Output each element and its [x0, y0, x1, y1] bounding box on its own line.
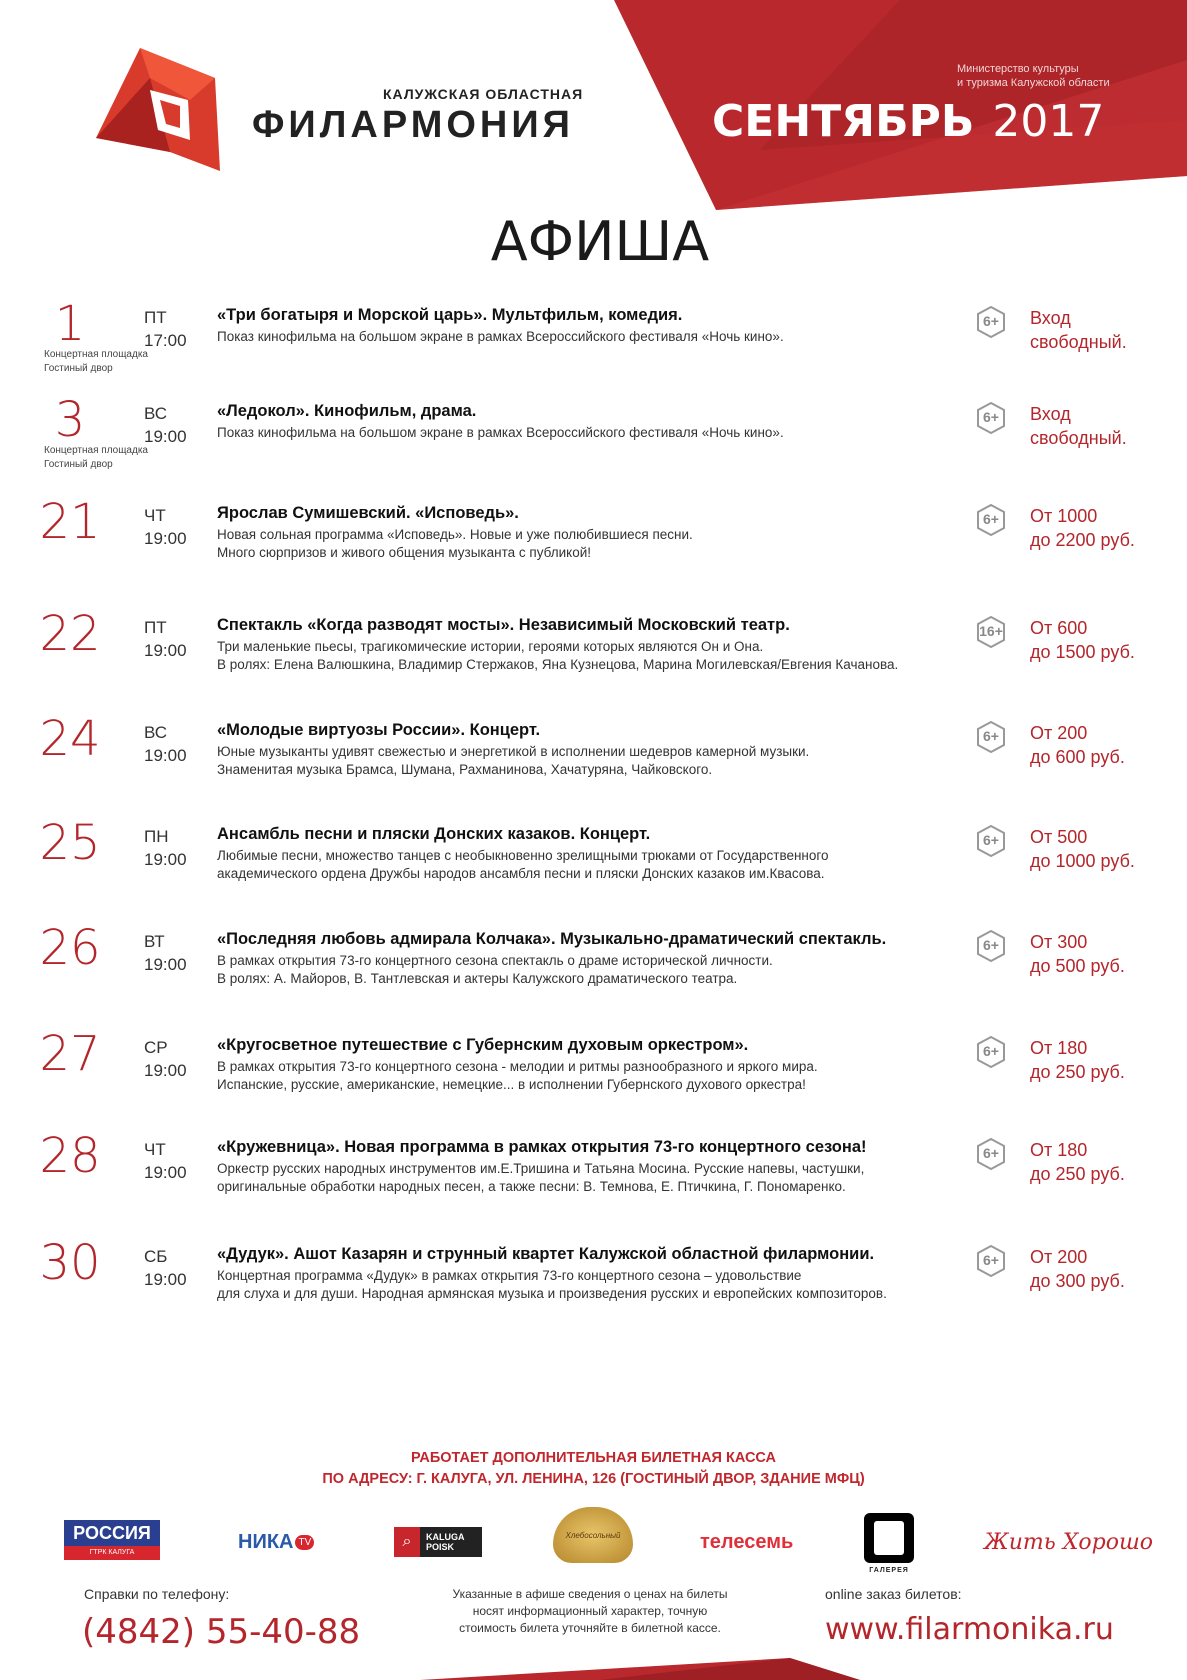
event-weekday: ПН [144, 827, 169, 846]
event-day: 25 [39, 815, 101, 871]
event-row [0, 392, 1187, 492]
event-description [217, 1058, 818, 1094]
desc-line: Знаменитая музыка Брамса, Шумана, Рахманинова, Хачатуряна, Чайковского. [217, 762, 713, 777]
org-name: ФИЛАРМОНИЯ [252, 104, 574, 146]
event-time: 19:00 [144, 955, 187, 974]
ticket-office-info [0, 1448, 1187, 1490]
event-description [217, 638, 898, 674]
event-row [0, 920, 1187, 1020]
galereya-logo [860, 1510, 918, 1576]
event-weekday-time [144, 721, 187, 767]
price-line: свободный. [1030, 428, 1127, 448]
event-venue [44, 444, 148, 472]
event-row [0, 711, 1187, 811]
event-description [217, 952, 773, 988]
desc-line: для слуха и для души. Народная армянская музыка и произведения русских и европейских композиторов. [217, 1286, 887, 1301]
event-title: «Дудук». Ашот Казарян и струнный квартет Калужской областной филармонии. [217, 1245, 875, 1263]
event-row [0, 815, 1187, 915]
event-day: 26 [39, 920, 101, 976]
event-weekday-time [144, 1138, 187, 1184]
age-rating-badge [975, 930, 1007, 962]
desc-line: Новая сольная программа «Исповедь». Новые и уже полюбившиеся песни. [217, 527, 693, 542]
note-line: носят информационный характер, точную [472, 1604, 708, 1618]
event-title: Спектакль «Когда разводят мосты». Независимый Московский театр. [217, 616, 790, 634]
event-day: 28 [39, 1128, 101, 1184]
price-line: От 200 [1030, 1247, 1088, 1267]
event-title: «Кругосветное путешествие с Губернским духовым оркестром». [217, 1036, 749, 1054]
event-title: «Молодые виртуозы России». Концерт. [217, 721, 541, 739]
venue-line: Концертная площадка [44, 349, 148, 360]
desc-line: В ролях: А. Майоров, В. Тантлевская и актеры Калужского драматического театра. [217, 971, 738, 986]
event-time: 19:00 [144, 1163, 187, 1182]
price-line: От 1000 [1030, 506, 1098, 526]
price-note [420, 1586, 760, 1637]
age-rating-badge [975, 721, 1007, 753]
price-line: до 600 руб. [1030, 747, 1125, 767]
desc-line: В ролях: Елена Валюшкина, Владимир Стержаков, Яна Кузнецова, Марина Могилевская/Евгения Качанова. [217, 657, 899, 672]
desc-line: Концертная программа «Дудук» в рамках открытия 73-го концертного сезона – удовольствие [217, 1268, 802, 1283]
event-weekday-time [144, 1245, 187, 1291]
price-line: От 180 [1030, 1140, 1088, 1160]
age-rating: 6+ [983, 313, 999, 329]
nika-tv-logo [238, 1520, 314, 1564]
venue-line: Концертная площадка [44, 445, 148, 456]
age-rating-badge [975, 402, 1007, 434]
philharmonic-logo-icon [96, 48, 220, 171]
price-line: до 250 руб. [1030, 1164, 1125, 1184]
logo-text: KALUGA [426, 1532, 465, 1542]
event-weekday-time [144, 402, 187, 448]
desc-line: Юные музыканты удивят свежестью и энергетикой в исполнении шедевров камерной музыки. [217, 744, 810, 759]
price-line: Вход [1030, 404, 1071, 424]
desc-line: Много сюрпризов и живого общения музыканта с публикой! [217, 545, 591, 560]
event-price [1030, 504, 1135, 552]
event-title: «Три богатыря и Морской царь». Мультфильм, комедия. [217, 306, 683, 324]
event-day: 21 [39, 494, 101, 550]
event-time: 17:00 [144, 331, 187, 350]
website-link[interactable]: www.filarmonika.ru [825, 1612, 1114, 1647]
event-price [1030, 402, 1127, 450]
age-rating-badge [975, 504, 1007, 536]
event-price [1030, 1138, 1125, 1186]
event-weekday-time [144, 825, 187, 871]
event-time: 19:00 [144, 529, 187, 548]
price-line: От 600 [1030, 618, 1088, 638]
age-rating: 6+ [983, 409, 999, 425]
age-rating-badge [975, 825, 1007, 857]
event-row [0, 494, 1187, 594]
month: СЕНТЯБРЬ [712, 96, 975, 147]
age-rating-badge [975, 1138, 1007, 1170]
age-rating: 6+ [983, 511, 999, 527]
logo-text: Жить Хорошо [984, 1529, 1154, 1555]
age-rating: 6+ [983, 937, 999, 953]
logo-text: Хлебосольный [553, 1507, 633, 1563]
ministry-line: Министерство культуры [957, 63, 1079, 75]
price-line: до 250 руб. [1030, 1062, 1125, 1082]
logo-text: ГАЛЕРЕЯ [869, 1566, 909, 1574]
event-time: 19:00 [144, 427, 187, 446]
rossiya-logo [64, 1520, 160, 1560]
logo-text: РОССИЯ [73, 1523, 151, 1543]
desc-line: оригинальные обработки народных песен, а также песни: В. Темнова, Е. Птичкина, Г. Пономаренко. [217, 1179, 846, 1194]
phone-number[interactable]: (4842) 55-40-88 [82, 1612, 361, 1652]
event-row [0, 1128, 1187, 1228]
event-price [1030, 721, 1125, 769]
desc-line: Любимые песни, множество танцев с необыкновенно зрелищными трюками от Государственного [217, 848, 829, 863]
event-row [0, 296, 1187, 396]
price-line: до 300 руб. [1030, 1271, 1125, 1291]
desc-line: В рамках открытия 73-го концертного сезона спектакль о драме исторической личности. [217, 953, 773, 968]
event-time: 19:00 [144, 850, 187, 869]
khlebosolny-logo [548, 1505, 638, 1565]
event-title: Ярослав Сумишевский. «Исповедь». [217, 504, 519, 522]
event-weekday: ЧТ [144, 506, 166, 525]
logo-text: ГТРК КАЛУГА [64, 1546, 160, 1560]
event-venue [44, 348, 148, 376]
price-line: От 300 [1030, 932, 1088, 952]
org-subtitle: КАЛУЖСКАЯ ОБЛАСТНАЯ [383, 86, 584, 102]
desc-line: Испанские, русские, американские, немецкие... в исполнении Губернского духового оркестра! [217, 1077, 806, 1092]
price-line: до 500 руб. [1030, 956, 1125, 976]
event-row [0, 1235, 1187, 1335]
note-line: Указанные в афише сведения о ценах на билеты [452, 1587, 728, 1601]
logo-text: POISK [426, 1542, 455, 1552]
event-day: 27 [39, 1026, 101, 1082]
age-rating: 6+ [983, 1145, 999, 1161]
price-line: до 1000 руб. [1030, 851, 1135, 871]
desc-line: академического ордена Дружбы народов ансамбля песни и пляски Донских казаков им.Квасова. [217, 866, 825, 881]
event-weekday-time [144, 504, 187, 550]
event-description [217, 424, 784, 442]
event-description [217, 743, 809, 779]
venue-line: Гостиный двор [44, 363, 113, 374]
event-weekday: ПТ [144, 618, 167, 637]
event-day: 3 [54, 392, 86, 448]
event-day: 1 [54, 296, 86, 352]
desc-line: Показ кинофильма на большом экране в рамках Всероссийского фестиваля «Ночь кино». [217, 329, 784, 344]
age-rating: 6+ [983, 1043, 999, 1059]
kassa-line: РАБОТАЕТ ДОПОЛНИТЕЛЬНАЯ БИЛЕТНАЯ КАССА [410, 1450, 777, 1466]
desc-line: Показ кинофильма на большом экране в рамках Всероссийского фестиваля «Ночь кино». [217, 425, 784, 440]
search-icon: ⌕ [394, 1527, 420, 1557]
price-line: до 2200 руб. [1030, 530, 1135, 550]
event-weekday: ВС [144, 723, 168, 742]
event-weekday-time [144, 616, 187, 662]
event-row [0, 606, 1187, 706]
price-line: От 180 [1030, 1038, 1088, 1058]
event-day: 24 [39, 711, 101, 767]
logo-text: телесемь [700, 1530, 794, 1553]
event-row [0, 1026, 1187, 1126]
event-description [217, 847, 829, 883]
age-rating-badge [975, 306, 1007, 338]
age-rating: 6+ [983, 728, 999, 744]
event-time: 19:00 [144, 746, 187, 765]
age-rating: 6+ [983, 1252, 999, 1268]
event-title: «Кружевница». Новая программа в рамках открытия 73-го концертного сезона! [217, 1138, 867, 1156]
ministry-text [957, 62, 1110, 90]
event-price [1030, 1245, 1125, 1293]
phone-label: Справки по телефону: [84, 1586, 230, 1602]
event-price [1030, 616, 1135, 664]
event-time: 19:00 [144, 1270, 187, 1289]
event-description [217, 328, 784, 346]
event-day: 30 [39, 1235, 101, 1291]
ministry-line: и туризма Калужской области [957, 77, 1110, 89]
event-weekday: СБ [144, 1247, 168, 1266]
event-title: «Ледокол». Кинофильм, драма. [217, 402, 477, 420]
event-description [217, 1267, 887, 1303]
year: 2017 [992, 96, 1105, 147]
venue-line: Гостиный двор [44, 459, 113, 470]
event-price [1030, 825, 1135, 873]
logo-text: НИКА [238, 1530, 294, 1553]
logo-text: TV [295, 1535, 314, 1550]
desc-line: В рамках открытия 73-го концертного сезона - мелодии и ритмы разнообразного и яркого мира. [217, 1059, 818, 1074]
kassa-line: ПО АДРЕСУ: Г. КАЛУГА, УЛ. ЛЕНИНА, 126 (ГОСТИНЫЙ ДВОР, ЗДАНИЕ МФЦ) [322, 1471, 865, 1487]
event-weekday: ВТ [144, 932, 165, 951]
age-rating-badge [975, 616, 1007, 648]
price-line: От 500 [1030, 827, 1088, 847]
age-rating: 16+ [979, 623, 1003, 639]
event-weekday-time [144, 306, 187, 352]
telesem-logo [700, 1520, 793, 1564]
event-weekday: СР [144, 1038, 168, 1057]
zhit-khorosho-logo [984, 1520, 1153, 1564]
price-line: до 1500 руб. [1030, 642, 1135, 662]
page-title: АФИША [490, 210, 710, 273]
price-line: От 200 [1030, 723, 1088, 743]
note-line: стоимость билета уточняйте в билетной кассе. [459, 1621, 721, 1635]
event-weekday: ПТ [144, 308, 167, 327]
age-rating-badge [975, 1245, 1007, 1277]
event-description [217, 526, 693, 562]
age-rating-badge [975, 1036, 1007, 1068]
event-weekday: ЧТ [144, 1140, 166, 1159]
event-price [1030, 1036, 1125, 1084]
price-line: Вход [1030, 308, 1071, 328]
event-title: «Последняя любовь адмирала Колчака». Музыкально-драматический спектакль. [217, 930, 887, 948]
event-time: 19:00 [144, 1061, 187, 1080]
event-weekday-time [144, 1036, 187, 1082]
event-description [217, 1160, 864, 1196]
price-line: свободный. [1030, 332, 1127, 352]
event-title: Ансамбль песни и пляски Донских казаков. Концерт. [217, 825, 651, 843]
event-price [1030, 306, 1127, 354]
online-label: online заказ билетов: [825, 1586, 962, 1602]
desc-line: Три маленькие пьесы, трагикомические истории, героями которых являются Он и Она. [217, 639, 764, 654]
kaluga-poisk-logo [394, 1527, 482, 1557]
event-price [1030, 930, 1125, 978]
month-heading [712, 96, 1104, 147]
event-weekday-time [144, 930, 187, 976]
age-rating: 6+ [983, 832, 999, 848]
event-time: 19:00 [144, 641, 187, 660]
event-day: 22 [39, 606, 101, 662]
event-weekday: ВС [144, 404, 168, 423]
desc-line: Оркестр русских народных инструментов им.Е.Тришина и Татьяна Мосина. Русские напевы, частушки, [217, 1161, 865, 1176]
